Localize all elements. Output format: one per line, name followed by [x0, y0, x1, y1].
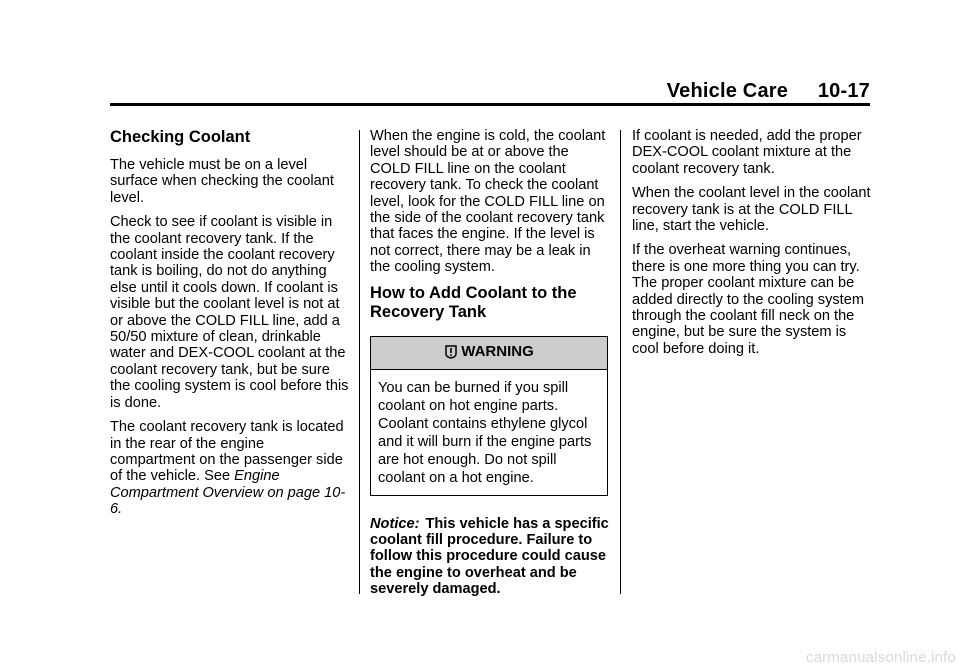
chapter-title: Vehicle Care: [666, 80, 789, 102]
paragraph: [110, 419, 350, 517]
notice-text: This vehicle has a specific coolant fill procedure. Failure to follow this procedure could cause the engine to overheat and be severely damaged.: [370, 515, 609, 598]
paragraph-text: The coolant recovery tank is located in the rear of the engine compartment on the passenger side of the vehicle. See: [110, 419, 344, 485]
column-divider: [359, 130, 360, 594]
paragraph: When the coolant level in the coolant recovery tank is at the COLD FILL line, start the vehicle.: [632, 185, 871, 235]
column-3: [632, 128, 872, 365]
column-1: [110, 128, 350, 526]
notice: [370, 516, 610, 598]
warning-header: [371, 337, 607, 370]
paragraph: If coolant is needed, add the proper DEX-COOL coolant mixture at the coolant recovery tank.: [632, 128, 862, 177]
cross-reference-link[interactable]: Engine Compartment Overview on page 10-6.: [110, 468, 346, 518]
column-2: [370, 128, 610, 606]
section-heading-add-coolant: How to Add Coolant to the Recovery Tank: [370, 283, 577, 321]
notice-label: Notice:: [370, 515, 420, 532]
section-heading-checking-coolant: Checking Coolant: [110, 128, 251, 146]
paragraph: Check to see if coolant is visible in the coolant recovery tank. If the coolant inside the coolant recovery tank is boiling, do not do anything else until it cools down. If coolant is visible but the coolant level is not at or above the COLD FILL line, add a 50/50 mixture of clean, drinkable water and DEX-COOL coolant at the coolant recovery tank, but be sure the cooling system is cool before this is done.: [110, 214, 349, 411]
warning-box: [370, 336, 608, 496]
column-divider: [620, 130, 621, 594]
warning-icon: [444, 345, 458, 359]
paragraph: The vehicle must be on a level surface when checking the coolant level.: [110, 157, 334, 206]
header-rule: [110, 103, 870, 106]
warning-body: You can be burned if you spill coolant on hot engine parts. Coolant contains ethylene glycol and it will burn if the engine parts are hot enough. Do not spill coolant on a hot engine.: [378, 379, 592, 486]
paragraph: If the overheat warning continues, there is one more thing you can try. The proper coolant mixture can be added directly to the cooling system through the coolant fill neck on the engine, but be sure the system is cool before doing it.: [632, 242, 865, 357]
warning-title: WARNING: [461, 343, 534, 361]
page-number: 10-17: [817, 80, 870, 102]
watermark: carmanualsonline.info: [805, 649, 956, 666]
paragraph: When the engine is cold, the coolant level should be at or above the COLD FILL line on the coolant recovery tank. To check the coolant level, look for the COLD FILL line on the side of the coolant recovery tank that faces the engine. If the level is not correct, there may be a leak in the cooling system.: [370, 128, 606, 276]
page-header: [667, 80, 870, 103]
